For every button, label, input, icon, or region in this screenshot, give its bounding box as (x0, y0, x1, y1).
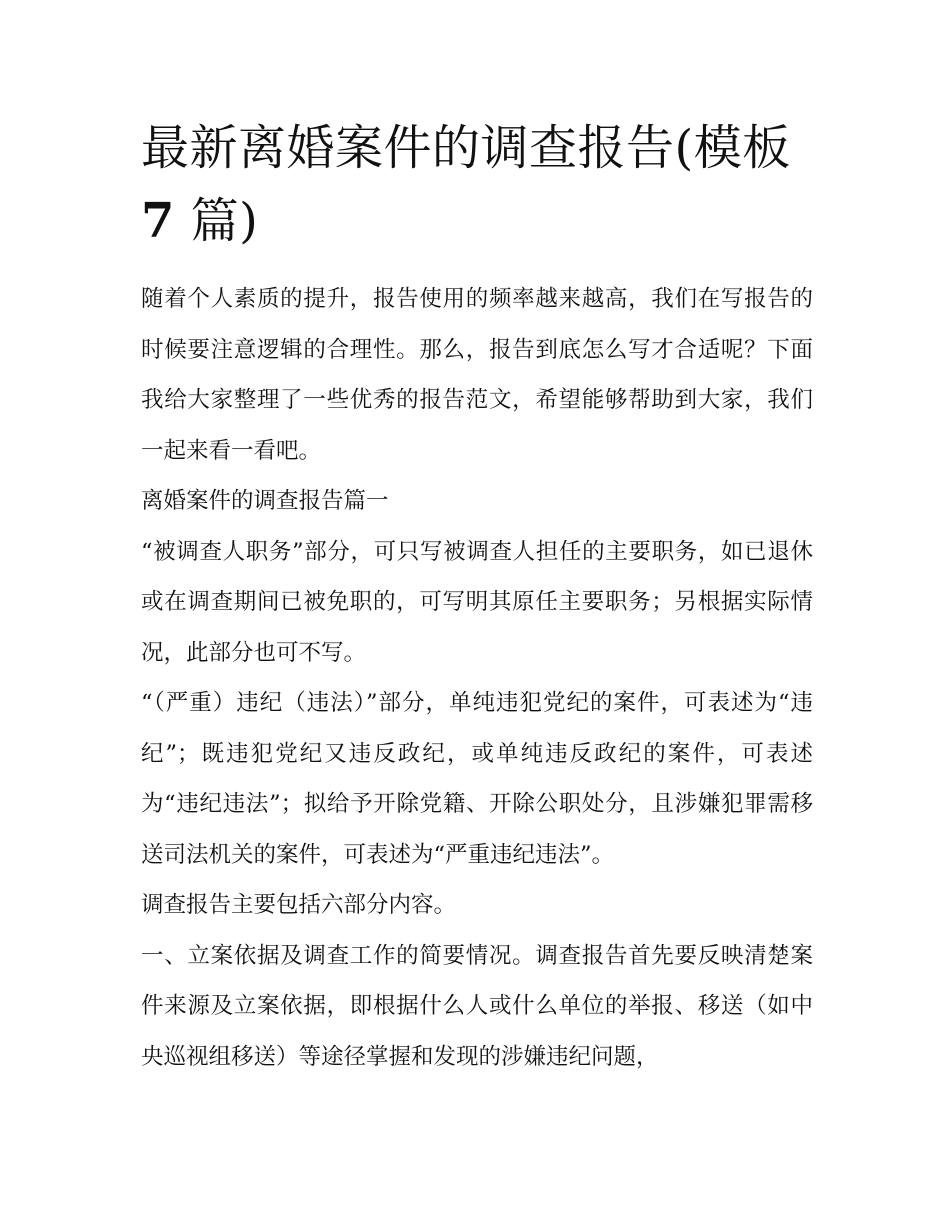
title-number: 7 (141, 193, 175, 249)
section-heading: 离婚案件的调查报告篇一 (141, 488, 389, 514)
title-line-2: 篇) (190, 193, 259, 249)
intro-paragraph: 随着个人素质的提升，报告使用的频率越来越高，我们在写报告的时候要注意逻辑的合理性。那么，报告到底怎么写才合适呢？下面我给大家整理了一些优秀的报告范文，希望能够帮助到大家，我们一起来看一看吧。 (141, 286, 813, 464)
body-paragraph: 调查报告主要包括六部分内容。 (141, 892, 457, 918)
document-body (141, 274, 813, 1082)
document-content (141, 112, 813, 1082)
body-paragraph: 一、立案依据及调查工作的简要情况。调查报告首先要反映清楚案件来源及立案依据，即根据什么人或什么单位的举报、移送（如中央巡视组移送）等途径掌握和发现的涉嫌违纪问题， (141, 942, 813, 1070)
body-paragraph: “（严重）违纪（违法）”部分，单纯违犯党纪的案件，可表述为“违纪”；既违犯党纪又违反政纪，或单纯违反政纪的案件，可表述为“违纪违法”；拟给予开除党籍、开除公职处分，且涉嫌犯罪需移送司法机关的案件，可表述为“严重违纪违法”。 (141, 690, 813, 868)
title-line-1: 最新离婚案件的调查报告(模板 (141, 120, 791, 176)
body-paragraph: “被调查人职务”部分，可只写被调查人担任的主要职务，如已退休或在调查期间已被免职的，可写明其原任主要职务；另根据实际情况，此部分也可不写。 (141, 538, 813, 666)
document-title (141, 112, 813, 258)
